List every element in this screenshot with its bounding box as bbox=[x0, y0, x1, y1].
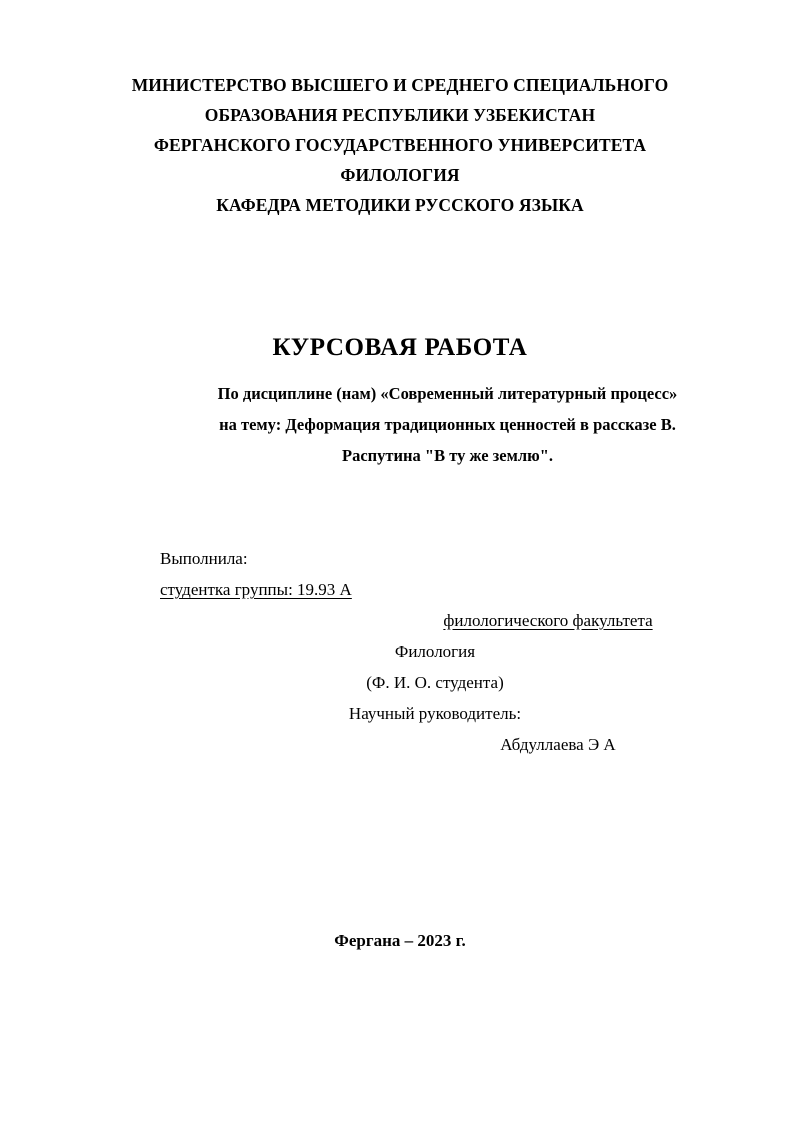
performed-by-label: Выполнила: bbox=[160, 549, 248, 568]
institution-header bbox=[60, 70, 740, 220]
faculty-name: филологического факультета bbox=[443, 611, 653, 630]
student-group: студентка группы: 19.93 А bbox=[160, 580, 352, 599]
institution-line-5: КАФЕДРА МЕТОДИКИ РУССКОГО ЯЗЫКА bbox=[216, 195, 584, 215]
institution-line-3: ФЕРГАНСКОГО ГОСУДАРСТВЕННОГО УНИВЕРСИТЕТА bbox=[153, 135, 647, 155]
subject-line-3: Распутина "В ту же землю". bbox=[342, 446, 553, 465]
work-type-heading: КУРСОВАЯ РАБОТА bbox=[272, 334, 528, 361]
place-year-footer: Фергана – 2023 г. bbox=[334, 931, 466, 950]
institution-line-1: МИНИСТЕРСТВО ВЫСШЕГО И СРЕДНЕГО СПЕЦИАЛЬНОГО bbox=[131, 75, 669, 95]
supervisor-label: Научный руководитель: bbox=[348, 704, 522, 723]
author-supervisor-block bbox=[160, 543, 740, 760]
subject-title-block bbox=[150, 378, 745, 471]
institution-line-4: ФИЛОЛОГИЯ bbox=[340, 165, 460, 185]
subject-line-1: По дисциплине (нам) «Современный литературный процесс» bbox=[217, 384, 678, 403]
department-name: Филология bbox=[394, 642, 476, 661]
institution-line-2: ОБРАЗОВАНИЯ РЕСПУБЛИКИ УЗБЕКИСТАН bbox=[204, 105, 596, 125]
subject-line-2: на тему: Деформация традиционных ценностей в рассказе В. bbox=[219, 415, 676, 434]
supervisor-name: Абдуллаева Э А bbox=[500, 735, 616, 754]
student-name-placeholder: (Ф. И. О. студента) bbox=[366, 673, 504, 692]
